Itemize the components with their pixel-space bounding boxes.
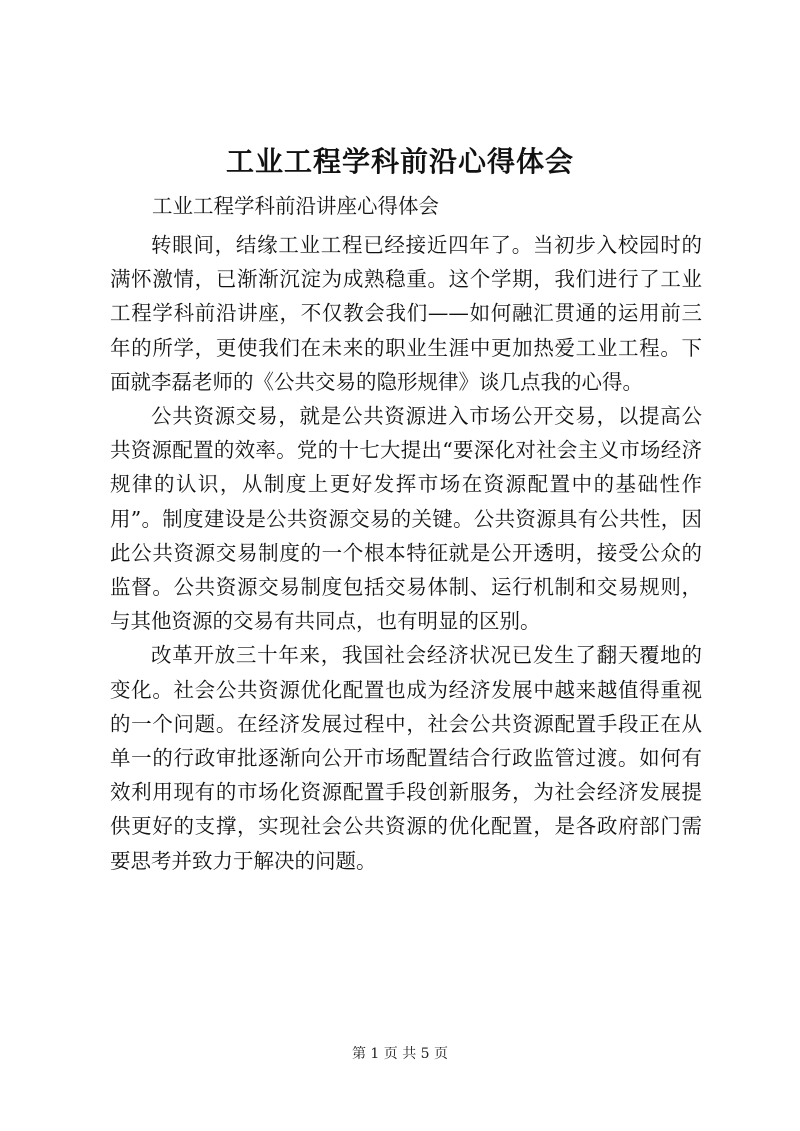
body-paragraph-2: 公共资源交易，就是公共资源进入市场公开交易，以提高公共资源配置的效率。党的十七大提出“要深化对社会主义市场经济规律的认识，从制度上更好发挥市场在资源配置中的基础性作用”。制度建设是公共资源交易的关键。公共资源具有公共性，因此公共资源交易制度的一个根本特征就是公开透明，接受公众的监督。公共资源交易制度包括交易体制、运行机制和交易规则，与其他资源的交易有共同点，也有明显的区别。: [110, 404, 702, 634]
document-title: 工业工程学科前沿心得体会: [225, 145, 574, 178]
document-body: [110, 228, 702, 878]
document-subtitle: 工业工程学科前沿讲座心得体会: [152, 194, 439, 218]
page-footer: 第 1 页 共 5 页: [351, 1046, 449, 1062]
body-paragraph-1: 转眼间，结缘工业工程已经接近四年了。当初步入校园时的满怀激情，已渐渐沉淀为成熟稳重。这个学期，我们进行了工业工程学科前沿讲座，不仅教会我们——如何融汇贯通的运用前三年的所学，更使我们在未来的职业生涯中更加热爱工业工程。下面就李磊老师的《公共交易的隐形规律》谈几点我的心得。: [110, 233, 702, 394]
body-paragraph-3: 改革开放三十年来，我国社会经济状况已发生了翻天覆地的变化。社会公共资源优化配置也成为经济发展中越来越值得重视的一个问题。在经济发展过程中，社会公共资源配置手段正在从单一的行政审批逐渐向公开市场配置结合行政监管过渡。如何有效利用现有的市场化资源配置手段创新服务，为社会经济发展提供更好的支撑，实现社会公共资源的优化配置，是各政府部门需要思考并致力于解决的问题。: [110, 643, 702, 873]
